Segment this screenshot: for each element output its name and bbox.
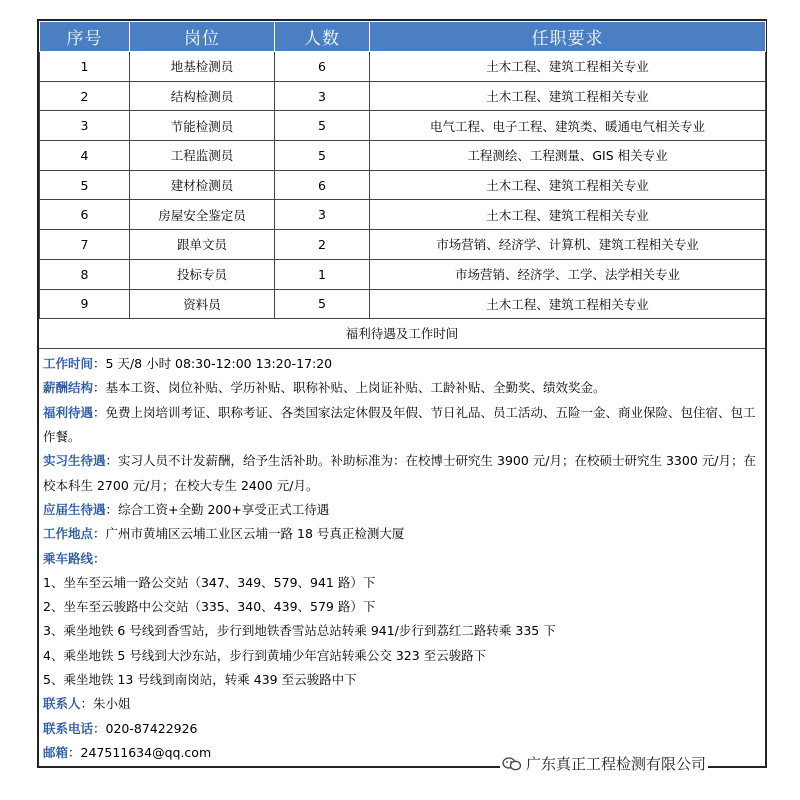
cell-count: 5 (275, 141, 370, 171)
phone-value: ：020-87422926 (93, 720, 198, 736)
cell-count: 1 (275, 259, 370, 289)
contact-label: 联系人 (43, 696, 81, 712)
route-colon: ： (93, 550, 106, 566)
cell-count: 5 (275, 289, 370, 319)
location-line (43, 522, 761, 546)
table-row (40, 200, 766, 230)
cell-count: 2 (275, 230, 370, 260)
intern-line (43, 449, 761, 498)
cell-requirements: 土木工程、建筑工程相关专业 (370, 81, 766, 111)
benefits-value: ：免费上岗培训考证、职称考证、各类国家法定休假及年假、节日礼品、员工活动、五险一金、商业保险、包住宿、包工作餐。 (43, 404, 756, 445)
table-row (40, 52, 766, 82)
cell-count: 3 (275, 81, 370, 111)
route-item: 4、乘坐地铁 5 号线到大沙东站，步行到黄埔少年宫站转乘公交 323 至云骏路下 (43, 647, 487, 663)
cell-position: 结构检测员 (130, 81, 275, 111)
salary-value: ：基本工资、岗位补贴、学历补贴、职称补贴、上岗证补贴、工龄补贴、全勤奖、绩效奖金。 (93, 380, 606, 396)
cell-requirements: 电气工程、电子工程、建筑类、暖通电气相关专业 (370, 111, 766, 141)
cell-requirements: 土木工程、建筑工程相关专业 (370, 52, 766, 82)
header-index: 序号 (40, 22, 130, 52)
work-time-label: 工作时间 (43, 356, 94, 372)
cell-requirements: 市场营销、经济学、计算机、建筑工程相关专业 (370, 230, 766, 260)
intern-label: 实习生待遇 (43, 453, 106, 469)
route-heading (43, 547, 761, 571)
company-name: 广东真正工程检测有限公司 (526, 755, 707, 773)
cell-index: 5 (40, 170, 130, 200)
contact-value: ：朱小姐 (80, 696, 131, 712)
email-value: ：247511634@qq.com (68, 744, 212, 760)
intern-value: ：实习人员不计发薪酬，给予生活补助。补助标准为：在校博士研究生 3900 元/月；在校硕士研究生 3300 元/月；在校本科生 2700 元/月；在校大专生 2400 元/月。 (43, 453, 756, 493)
cell-index: 1 (40, 52, 130, 82)
phone-label: 联系电话 (43, 720, 94, 736)
route-item: 2、坐车至云骏路中公交站（335、340、439、579 路）下 (43, 599, 376, 615)
cell-count: 5 (275, 111, 370, 141)
cell-position: 投标专员 (130, 259, 275, 289)
cell-count: 6 (275, 52, 370, 82)
route-item: 5、乘坐地铁 13 号线到南岗站，转乘 439 至云骏路中下 (43, 672, 357, 688)
location-value: ：广州市黄埔区云埔工业区云埔一路 18 号真正检测大厦 (93, 526, 405, 542)
cell-requirements: 市场营销、经济学、工学、法学相关专业 (370, 259, 766, 289)
wechat-icon (502, 757, 522, 771)
salary-line (43, 376, 761, 400)
email-label: 邮箱 (43, 744, 69, 760)
table-row (40, 259, 766, 289)
benefits-line (43, 401, 761, 450)
job-table (39, 21, 766, 319)
watermark-credit (500, 753, 708, 774)
header-position: 岗位 (130, 22, 275, 52)
graduate-line (43, 498, 761, 522)
recruitment-sheet (37, 19, 767, 768)
table-row (40, 111, 766, 141)
salary-label: 薪酬结构 (43, 380, 94, 396)
cell-position: 建材检测员 (130, 170, 275, 200)
cell-position: 地基检测员 (130, 52, 275, 82)
table-row (40, 81, 766, 111)
table-row (40, 230, 766, 260)
route-label: 乘车路线 (43, 550, 94, 566)
cell-index: 6 (40, 200, 130, 230)
cell-requirements: 土木工程、建筑工程相关专业 (370, 200, 766, 230)
table-header-row (40, 22, 766, 52)
table-row (40, 170, 766, 200)
table-row (40, 141, 766, 171)
cell-index: 3 (40, 111, 130, 141)
cell-requirements: 土木工程、建筑工程相关专业 (370, 289, 766, 319)
cell-position: 跟单文员 (130, 230, 275, 260)
route-item: 3、乘坐地铁 6 号线到香雪站，步行到地铁香雪站总站转乘 941/步行到荔红二路转乘 335 下 (43, 623, 556, 639)
cell-count: 3 (275, 200, 370, 230)
cell-index: 4 (40, 141, 130, 171)
work-time-line (43, 352, 761, 376)
benefits-label: 福利待遇 (43, 404, 94, 420)
details-section (39, 349, 765, 765)
cell-index: 8 (40, 259, 130, 289)
work-time-value: ：5 天/8 小时 08:30-12:00 13:20-17:20 (93, 356, 333, 372)
cell-position: 房屋安全鉴定员 (130, 200, 275, 230)
cell-requirements: 工程测绘、工程测量、GIS 相关专业 (370, 141, 766, 171)
cell-position: 工程监测员 (130, 141, 275, 171)
cell-count: 6 (275, 170, 370, 200)
phone-line (43, 717, 761, 741)
header-requirements: 任职要求 (370, 22, 766, 52)
table-row (40, 289, 766, 319)
graduate-value: ：综合工资+全勤 200+享受正式工待遇 (105, 501, 330, 517)
graduate-label: 应届生待遇 (43, 501, 106, 517)
cell-index: 9 (40, 289, 130, 319)
welfare-section-title: 福利待遇及工作时间 (39, 319, 765, 349)
cell-requirements: 土木工程、建筑工程相关专业 (370, 170, 766, 200)
contact-line (43, 692, 761, 716)
route-item: 1、坐车至云埔一路公交站（347、349、579、941 路）下 (43, 574, 376, 590)
cell-index: 2 (40, 81, 130, 111)
header-count: 人数 (275, 22, 370, 52)
cell-position: 资料员 (130, 289, 275, 319)
location-label: 工作地点 (43, 526, 94, 542)
cell-position: 节能检测员 (130, 111, 275, 141)
cell-index: 7 (40, 230, 130, 260)
